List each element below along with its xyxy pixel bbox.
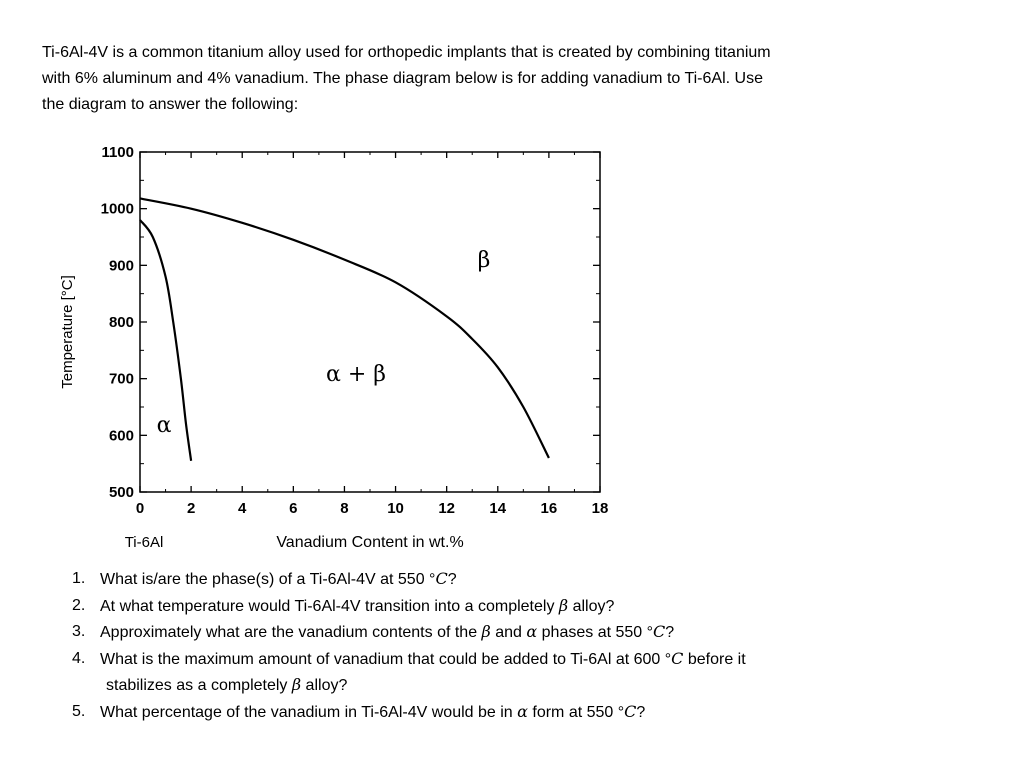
question-fragment: and <box>490 624 527 641</box>
question-item <box>72 672 972 699</box>
question-fragment: form at 550 ° <box>527 703 625 721</box>
question-item <box>72 699 972 726</box>
x-tick-label: 2 <box>186 500 196 517</box>
question-fragment: alloy? <box>301 677 348 694</box>
question-fragment: At what temperature would Ti-6Al-4V transition into a completely <box>100 597 559 615</box>
intro-line-1: Ti-6Al-4V is a common titanium alloy used for orthopedic implants that is created by combining titanium <box>42 44 771 61</box>
question-fragment: alloy? <box>568 597 615 615</box>
x-tick-label: 14 <box>489 500 507 517</box>
y-tick-label: 900 <box>108 257 134 275</box>
question-item <box>72 619 972 646</box>
math-symbol: α <box>517 701 528 721</box>
math-symbol: C <box>671 648 684 668</box>
y-tick-labels <box>101 144 134 501</box>
y-tick-label: 800 <box>108 314 134 331</box>
x-tick-label: 16 <box>540 500 558 517</box>
region-label-alpha: α <box>156 413 172 438</box>
beta-transus-curve <box>140 198 549 458</box>
question-text <box>100 672 972 699</box>
question-number: 5. <box>72 702 86 720</box>
y-tick-label: 700 <box>108 370 134 388</box>
question-text <box>100 619 972 646</box>
question-text <box>100 699 972 726</box>
x-tick-label: 6 <box>289 500 298 517</box>
question-fragment: ? <box>665 624 675 641</box>
y-tick-label: 600 <box>108 427 134 445</box>
question-fragment: before it <box>683 650 746 668</box>
intro-line-2: with 6% aluminum and 4% vanadium. The phase diagram below is for adding vanadium to Ti-6Al. Use <box>42 70 763 87</box>
question-text <box>100 566 972 593</box>
question-text <box>100 646 972 673</box>
question-number: 4. <box>72 649 86 667</box>
phase-boundaries <box>140 198 549 460</box>
question-fragment: ? <box>636 703 646 721</box>
question-number: 2. <box>72 596 86 614</box>
question-fragment: Approximately what are the vanadium contents of the <box>100 624 482 641</box>
math-symbol: C <box>653 622 666 641</box>
question-number: 1. <box>72 570 86 587</box>
math-symbol: C <box>624 701 637 721</box>
axis-ticks <box>140 152 600 492</box>
math-symbol: β <box>291 675 302 694</box>
y-tick-label: 1000 <box>100 200 134 218</box>
question-fragment: What percentage of the vanadium in Ti-6Al-4V would be in <box>100 703 518 721</box>
math-symbol: β <box>481 622 491 641</box>
question-item <box>72 593 972 620</box>
question-item <box>72 566 972 593</box>
x-origin-label: Ti-6Al <box>124 534 164 551</box>
y-tick-label: 500 <box>108 484 134 501</box>
question-number: 3. <box>72 623 86 640</box>
region-label-alpha-beta: α + β <box>326 362 386 387</box>
x-tick-label: 10 <box>387 500 404 517</box>
x-tick-label: 12 <box>438 500 456 517</box>
math-symbol: C <box>435 569 448 588</box>
x-tick-label: 0 <box>135 500 145 517</box>
question-fragment: ? <box>447 571 457 588</box>
question-list <box>72 566 972 725</box>
y-tick-label: 1100 <box>101 144 134 161</box>
question-item <box>72 646 972 673</box>
question-number <box>72 672 100 699</box>
x-tick-label: 8 <box>340 500 349 517</box>
x-axis-label: Vanadium Content in wt.% <box>276 534 464 551</box>
x-tick-label: 18 <box>591 500 609 517</box>
y-axis-label: Temperature [°C] <box>59 275 76 389</box>
question-text <box>100 593 972 620</box>
math-symbol: α <box>526 622 538 641</box>
x-tick-labels <box>136 500 609 517</box>
question-fragment: stabilizes as a completely <box>106 677 292 694</box>
x-tick-label: 4 <box>238 500 247 517</box>
question-fragment: What is the maximum amount of vanadium that could be added to Ti-6Al at 600 ° <box>100 650 672 668</box>
intro-line-3: the diagram to answer the following: <box>42 96 299 113</box>
question-fragment: What is/are the phase(s) of a Ti-6Al-4V at 550 ° <box>100 571 436 588</box>
math-symbol: β <box>558 595 569 615</box>
question-fragment: phases at 550 ° <box>537 624 654 641</box>
region-label-beta: β <box>477 248 491 273</box>
plot-frame <box>140 152 600 492</box>
